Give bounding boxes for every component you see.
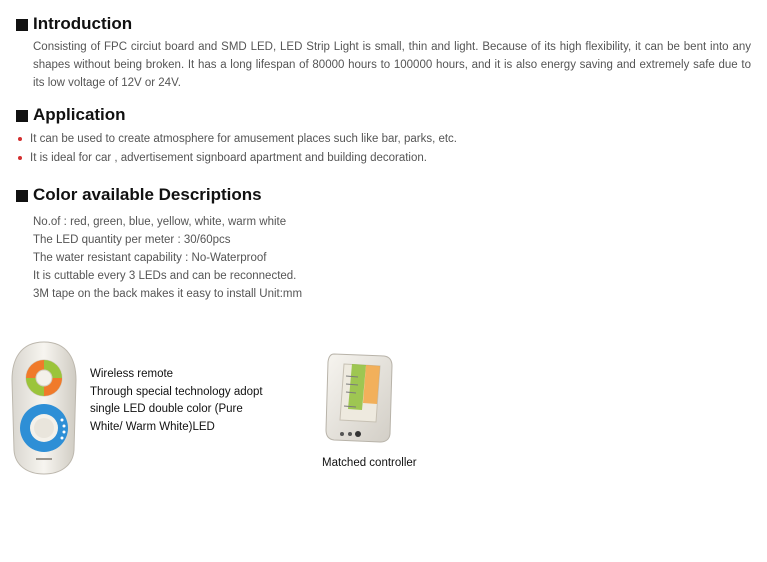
spec-line: It is cuttable every 3 LEDs and can be reconnected. — [33, 270, 297, 282]
introduction-title: Introduction — [33, 14, 133, 33]
specs-list — [33, 213, 302, 303]
remote-line: single LED double color (Pure — [90, 403, 243, 415]
introduction-heading — [16, 14, 132, 34]
square-bullet-icon — [16, 110, 28, 122]
controller-caption: Matched controller — [322, 457, 417, 469]
spec-line: No.of : red, green, blue, yellow, white, warm white — [33, 216, 287, 228]
list-item-text: It is ideal for car , advertisement signboard apartment and building decoration. — [30, 151, 427, 164]
spec-line: 3M tape on the back makes it easy to install Unit:mm — [33, 288, 303, 300]
red-bullet-icon — [18, 137, 22, 141]
spec-line: The water resistant capability : No-Waterproof — [33, 252, 267, 264]
spec-line: The LED quantity per meter : 30/60pcs — [33, 234, 231, 246]
colors-title: Color available Descriptions — [33, 185, 262, 204]
application-title: Application — [33, 105, 126, 124]
introduction-body: Consisting of FPC circiut board and SMD LED, LED Strip Light is small, thin and light. Because of its high flexibility, it can be bent into any shapes without being broken. It has a long lifespan of 80000 hours to 100000 hours, and it is also energy saving and extremely safe due to its low voltage of 12V or 24V. — [33, 41, 751, 89]
square-bullet-icon — [16, 190, 28, 202]
matched-controller-image — [322, 350, 396, 446]
colors-heading — [16, 185, 262, 205]
remote-description — [90, 366, 280, 436]
remote-line: Through special technology adopt — [90, 385, 263, 398]
remote-line: Wireless remote — [90, 368, 174, 380]
square-bullet-icon — [16, 19, 28, 31]
list-item — [18, 129, 457, 148]
application-heading — [16, 105, 126, 125]
remote-line: White/ Warm White)LED — [90, 420, 215, 433]
list-item — [18, 148, 457, 167]
list-item-text: It can be used to create atmosphere for amusement places such like bar, parks, etc. — [30, 132, 457, 145]
application-list — [18, 129, 457, 167]
red-bullet-icon — [18, 156, 22, 160]
wireless-remote-image — [10, 340, 78, 476]
